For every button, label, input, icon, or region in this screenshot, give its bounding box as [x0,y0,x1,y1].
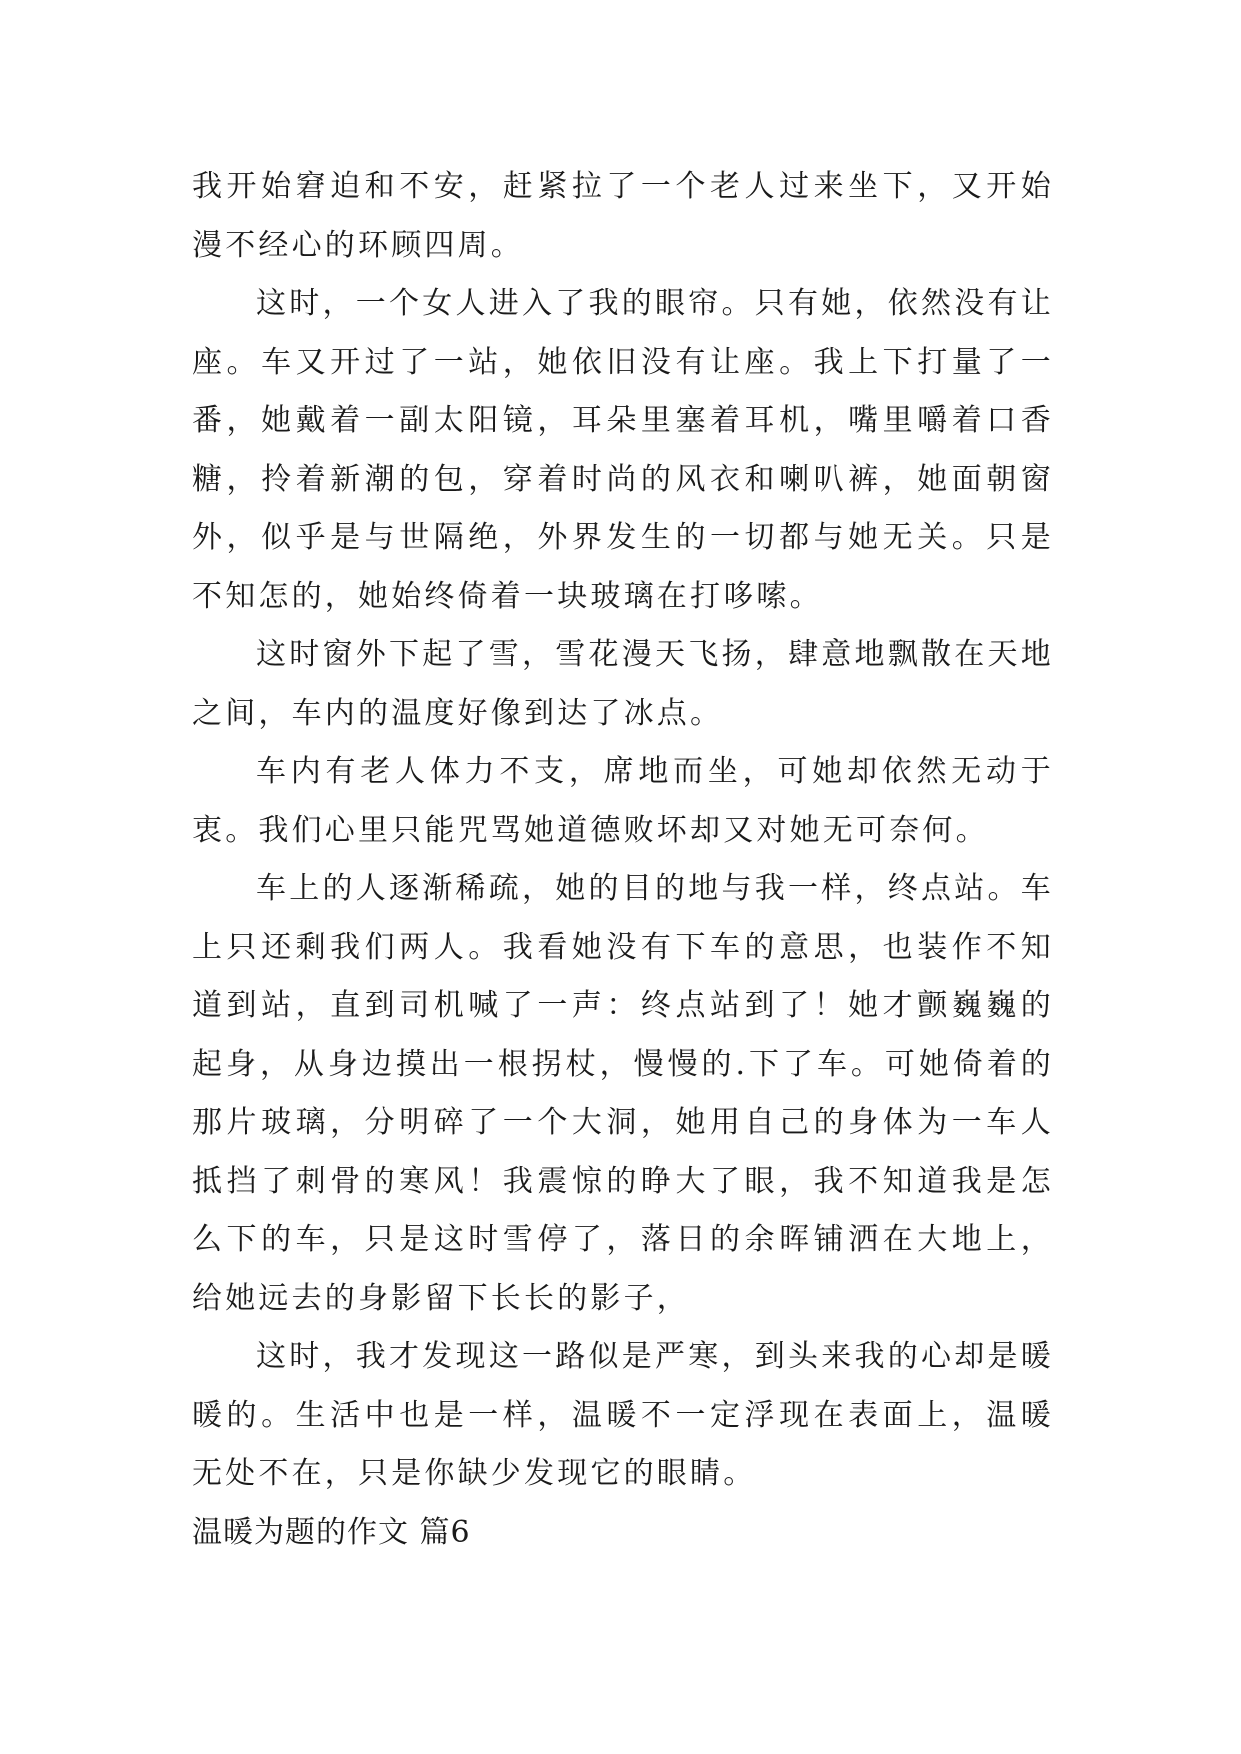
section-heading: 温暖为题的作文 篇6 [192,1514,471,1550]
paragraph-2: 这时，一个女人进入了我的眼帘。只有她，依然没有让座。车又开过了一站，她依旧没有让座。我上下打量了一番，她戴着一副太阳镜，耳朵里塞着耳机，嘴里嚼着口香糖，拎着新潮的包，穿着时尚的风衣和喇叭裤，她面朝窗外，似乎是与世隔绝，外界发生的一切都与她无关。只是不知怎的，她始终倚着一块玻璃在打哆嗦。 [192,286,1054,614]
paragraph-1: 我开始窘迫和不安，赶紧拉了一个老人过来坐下，又开始漫不经心的环顾四周。 [192,169,1054,263]
paragraph-3: 这时窗外下起了雪，雪花漫天飞扬，肆意地飘散在天地之间，车内的温度好像到达了冰点。 [192,637,1054,731]
document-body [192,158,1054,1562]
paragraph-5: 车上的人逐渐稀疏，她的目的地与我一样，终点站。车上只还剩我们两人。我看她没有下车的意思，也装作不知道到站，直到司机喊了一声：终点站到了！她才颤巍巍的起身，从身边摸出一根拐杖，慢慢的.下了车。可她倚着的那片玻璃，分明碎了一个大洞，她用自己的身体为一车人抵挡了刺骨的寒风！我震惊的睁大了眼，我不知道我是怎么下的车，只是这时雪停了，落日的余晖铺洒在大地上，给她远去的身影留下长长的影子， [192,871,1054,1316]
paragraph-6: 这时，我才发现这一路似是严寒，到头来我的心却是暖暖的。生活中也是一样，温暖不一定浮现在表面上，温暖无处不在，只是你缺少发现它的眼睛。 [192,1339,1054,1491]
paragraph-4: 车内有老人体力不支，席地而坐，可她却依然无动于衷。我们心里只能咒骂她道德败坏却又对她无可奈何。 [192,754,1054,848]
